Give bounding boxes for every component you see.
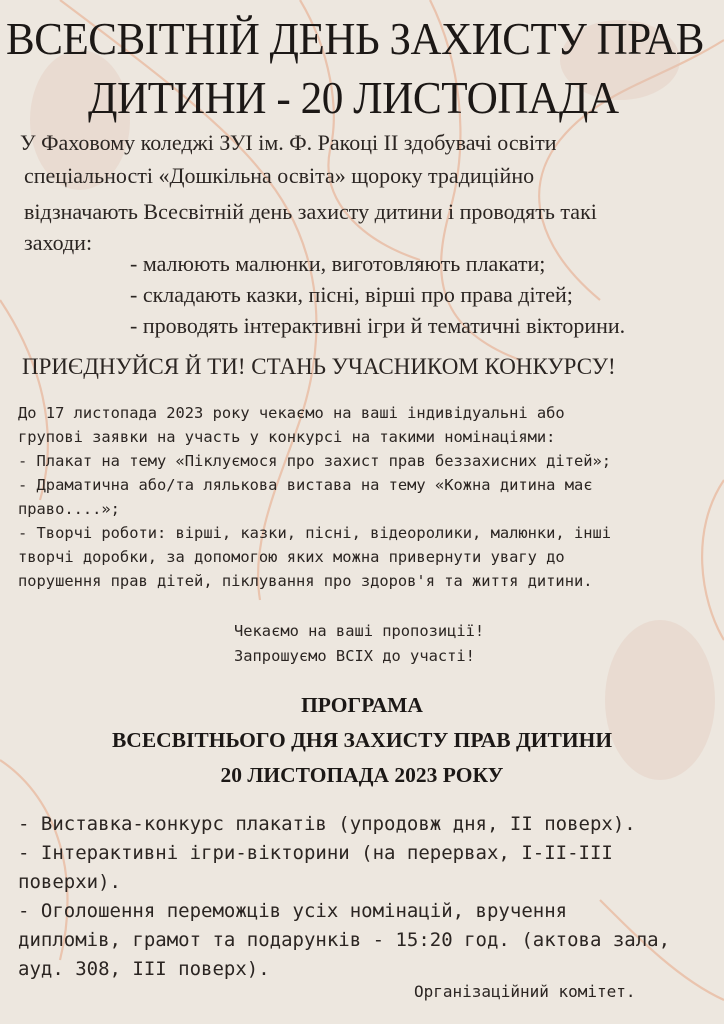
contest-line: - Плакат на тему «Піклуємося про захист прав беззахисних дітей»; bbox=[18, 452, 612, 470]
contest-line: порушення прав дітей, піклування про здоров'я та життя дитини. bbox=[18, 572, 593, 590]
program-line: - Виставка-конкурс плакатів (упродовж дня, ІІ поверх). bbox=[18, 813, 636, 835]
page-title-line-2: ДИТИНИ - 20 ЛИСТОПАДА bbox=[88, 72, 619, 123]
program-line: - Інтерактивні ігри-вікторини (на перервах, І-ІІ-ІІІ bbox=[18, 842, 613, 864]
program-title-line-2: ВСЕСВІТНЬОГО ДНЯ ЗАХИСТУ ПРАВ ДИТИНИ bbox=[111, 728, 613, 752]
program-line: дипломів, грамот та подарунків - 15:20 год. (актова зала, bbox=[18, 929, 671, 951]
contest-line: До 17 листопада 2023 року чекаємо на ваші індивідуальні або bbox=[18, 404, 565, 422]
activity-item: - проводять інтерактивні ігри й тематичні вікторини. bbox=[130, 313, 626, 338]
program-title: ПРОГРАМА bbox=[301, 693, 423, 717]
program-line: - Оголошення переможців усіх номінацій, вручення bbox=[18, 900, 568, 922]
contest-line: - Творчі роботи: вірші, казки, пісні, відеоролики, малюнки, інші bbox=[18, 524, 612, 542]
signature: Організаційний комітет. bbox=[414, 982, 636, 1001]
intro-line: спеціальності «Дошкільна освіта» щороку традиційно bbox=[24, 163, 535, 188]
intro-line: заходи: bbox=[24, 230, 93, 255]
activity-item: - складають казки, пісні, вірші про права дітей; bbox=[130, 282, 573, 307]
intro-line: У Фаховому коледжі ЗУІ ім. Ф. Ракоці ІІ здобувачі освіти bbox=[20, 130, 557, 155]
intro-line: відзначають Всесвітній день захисту дитини і проводять такі bbox=[24, 199, 597, 224]
program-title-line-3: 20 ЛИСТОПАДА 2023 РОКУ bbox=[220, 763, 504, 787]
contest-line: творчі доробки, за допомогою яких можна привернути увагу до bbox=[18, 548, 565, 566]
closing-line: Чекаємо на ваші пропозиції! bbox=[234, 622, 485, 640]
program-line: ауд. 308, ІІІ поверх). bbox=[18, 958, 270, 980]
contest-line: групові заявки на участь у конкурсі на такими номінаціями: bbox=[18, 428, 556, 446]
call-to-action: ПРИЄДНУЙСЯ Й ТИ! СТАНЬ УЧАСНИКОМ КОНКУРСУ! bbox=[22, 354, 616, 379]
contest-line: право....»; bbox=[18, 500, 120, 518]
activity-item: - малюють малюнки, виготовляють плакати; bbox=[130, 251, 546, 276]
contest-line: - Драматична або/та лялькова вистава на тему «Кожна дитина має bbox=[18, 476, 593, 494]
page-title: ВСЕСВІТНІЙ ДЕНЬ ЗАХИСТУ ПРАВ bbox=[6, 13, 704, 64]
closing-line: Запрошуємо ВСІХ до участі! bbox=[234, 647, 475, 665]
program-line: поверхи). bbox=[18, 871, 121, 893]
